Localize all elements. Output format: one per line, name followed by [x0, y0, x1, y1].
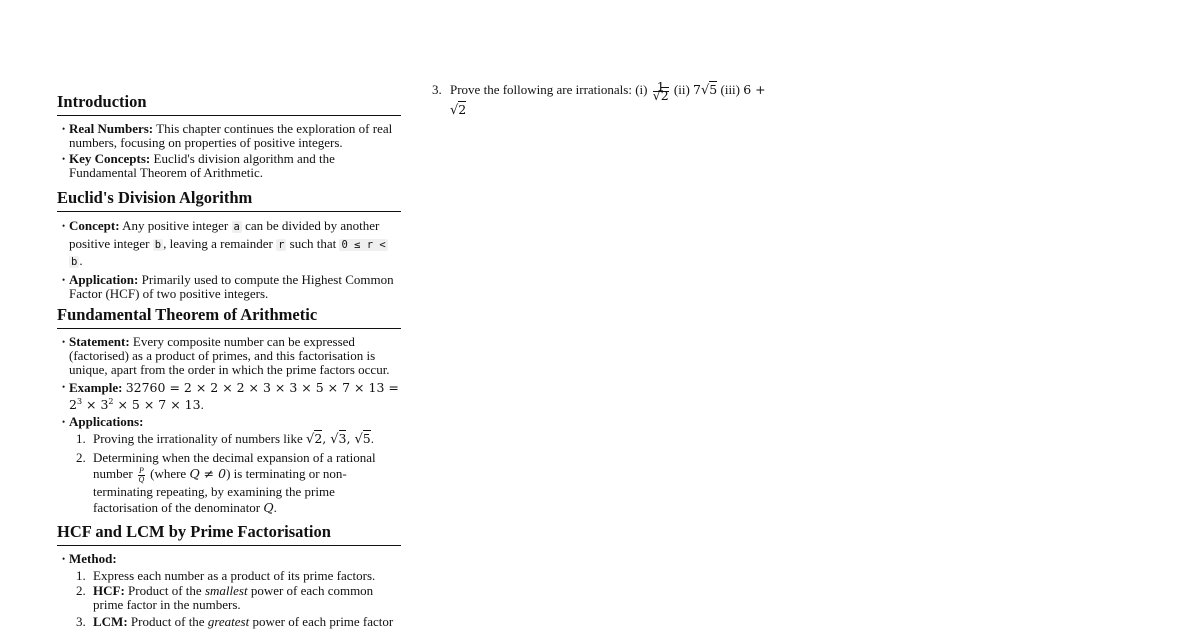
section-heading: HCF and LCM by Prime Factorisation	[57, 523, 401, 546]
emphasis: greatest	[207, 614, 250, 629]
section-heading: Euclid's Division Algorithm	[57, 189, 401, 212]
item-text: power of each common prime factor in the numbers.	[93, 583, 374, 612]
item-number: 1.	[76, 431, 86, 446]
item-label: Applications:	[69, 414, 144, 429]
list-item	[76, 568, 401, 583]
section-introduction	[57, 93, 401, 182]
item-label: Real Numbers:	[69, 121, 154, 136]
bullet-list	[57, 122, 401, 180]
math-exponent: 2	[108, 397, 114, 406]
right-column	[432, 80, 772, 120]
list-item	[76, 450, 401, 516]
bullet-list	[57, 218, 401, 301]
item-label: HCF:	[93, 583, 125, 598]
item-text: can be divided by another positive integer	[69, 218, 380, 251]
item-number: 1.	[76, 568, 86, 583]
section-hcf-lcm	[57, 523, 401, 632]
math-roots: √2, √3, √5	[306, 431, 371, 447]
item-text: Product of the	[128, 583, 202, 598]
list-item	[69, 379, 401, 413]
item-text: such that	[289, 235, 337, 251]
code-inequality-cont: b	[71, 256, 78, 268]
item-label: Key Concepts:	[69, 151, 151, 166]
item-text: Express each number as a product of its prime factors.	[93, 568, 376, 583]
math-condition: Q ≠ 0	[189, 466, 227, 481]
item-label: Method:	[69, 551, 117, 566]
list-item	[69, 152, 401, 180]
item-text: Any positive integer	[122, 218, 229, 233]
part-label: (iii)	[720, 82, 740, 97]
section-heading: Introduction	[57, 93, 401, 116]
punctuation: .	[273, 499, 277, 515]
item-number: 2.	[76, 450, 86, 465]
section-heading: Fundamental Theorem of Arithmetic	[57, 306, 401, 329]
list-item	[69, 552, 401, 629]
item-text: Every composite number can be expressed (factorised) as a product of primes, and this factorisation is unique, apart from the order in which the prime factors occur.	[69, 334, 390, 377]
section-fundamental-theorem	[57, 306, 401, 519]
math-expression: 6 +	[743, 82, 766, 97]
item-text: Proving the irrationality of numbers like	[93, 431, 303, 446]
list-item	[69, 415, 401, 516]
item-label: Concept:	[69, 218, 120, 233]
list-item	[76, 583, 401, 612]
list-item	[69, 335, 401, 377]
item-label: Statement:	[69, 334, 130, 349]
list-item	[76, 431, 401, 447]
math-expression-cont	[69, 397, 201, 412]
code-a: a	[233, 221, 240, 233]
code-inequality: 0 ≤ r <	[341, 238, 386, 251]
math-fraction: $\frac{1}{√2}$	[652, 78, 669, 103]
list-item	[76, 614, 401, 629]
math-exponent: 3	[76, 397, 83, 406]
item-text: Determining when the decimal expansion of a rational number	[93, 450, 376, 481]
math-expression: 7√5	[693, 82, 718, 98]
math-expression: 32760 = 2 × 2 × 2 × 3 × 3 × 5 × 7 × 13 =	[125, 380, 399, 395]
part-label: (ii)	[673, 82, 690, 97]
item-text: This chapter continues the exploration of real numbers, focusing on properties of positive integers.	[69, 121, 393, 150]
math-expression-cont: √2	[450, 102, 467, 118]
bullet-list	[57, 335, 401, 516]
list-item	[69, 218, 401, 271]
punctuation: .	[200, 397, 204, 412]
list-item	[69, 122, 401, 150]
emphasis: smallest	[204, 583, 248, 598]
code-r: r	[278, 238, 285, 251]
math-variable: Q	[263, 499, 274, 515]
item-text: Euclid's division algorithm and the Fundamental Theorem of Arithmetic.	[69, 151, 335, 180]
item-number: 3.	[76, 614, 86, 629]
item-text: power of each prime factor	[252, 614, 394, 629]
code-b: b	[154, 238, 162, 251]
item-number: 3.	[432, 82, 442, 97]
math-base: 2	[69, 397, 77, 412]
list-item	[69, 273, 401, 301]
item-text: Prove the following are irrationals: (i)	[450, 82, 648, 97]
math-tail: × 5 × 7 × 13	[113, 397, 201, 412]
item-text: Primarily used to compute the Highest Common Factor (HCF) of two positive integers.	[69, 271, 394, 301]
item-text: ) is terminating or non-terminating repeating, by examining the prime factorisation of the denominator	[93, 466, 347, 515]
math-mid: × 3	[82, 397, 109, 412]
item-label: Application:	[69, 271, 139, 287]
item-number: 2.	[76, 583, 86, 598]
exercise-item	[432, 80, 772, 120]
punctuation: .	[370, 431, 374, 446]
numbered-list	[69, 432, 401, 516]
punctuation: .	[79, 253, 83, 268]
item-text: (where	[150, 466, 187, 481]
item-label: LCM:	[93, 614, 128, 629]
item-label: Example:	[69, 380, 123, 395]
bullet-list	[57, 552, 401, 629]
math-fraction: $\frac{P}{Q}$	[138, 465, 145, 484]
item-text: , leaving a remainder	[163, 235, 273, 251]
item-text: Product of the	[130, 614, 205, 629]
section-euclid	[57, 189, 401, 303]
numbered-list	[69, 569, 401, 629]
